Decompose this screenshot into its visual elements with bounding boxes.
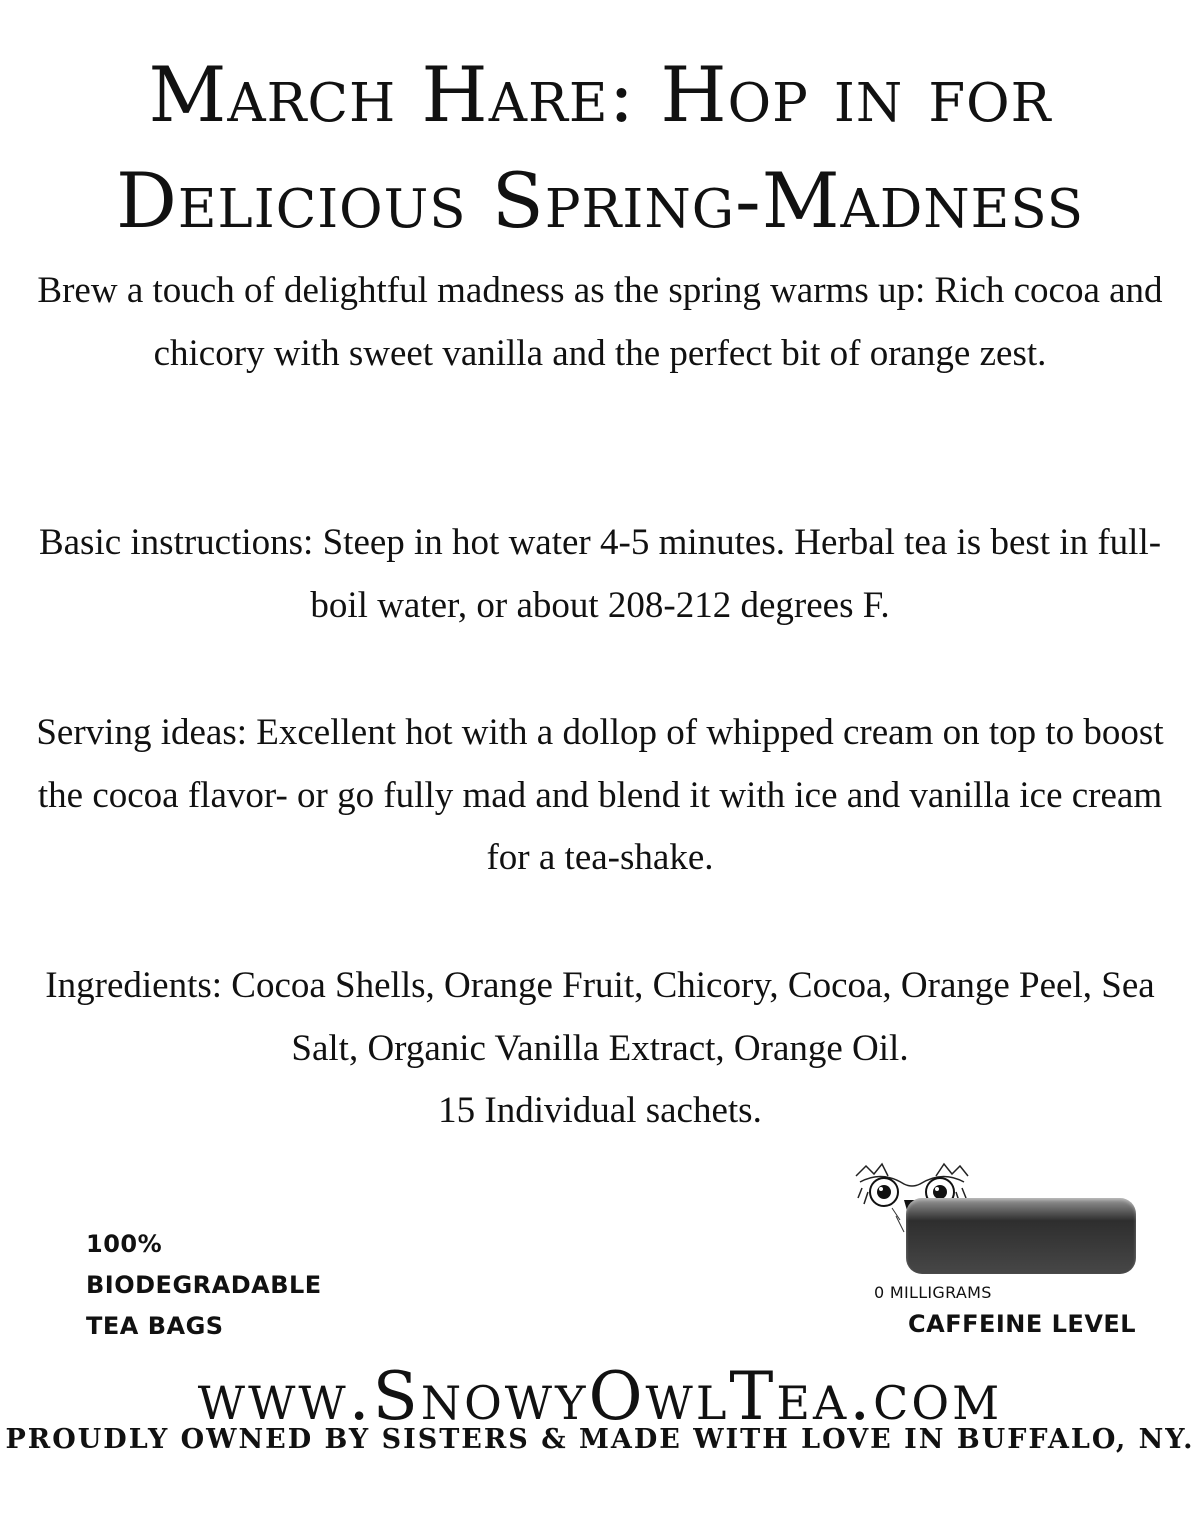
biodegradable-line-3: TEA BAGS: [86, 1312, 224, 1340]
product-title-line-1: March Hare: Hop in for: [148, 50, 1052, 139]
description-paragraph: Brew a touch of delightful madness as the spring warms up: Rich cocoa and chicory with sweet vanilla and the perfect bit of orange zest.: [37, 270, 1163, 374]
biodegradable-line-2: BIODEGRADABLE: [86, 1271, 322, 1299]
tagline: PROUDLY OWNED BY SISTERS & MADE WITH LOVE IN BUFFALO, NY.: [5, 1424, 1195, 1455]
product-title-line-2: Delicious Spring-Madness: [115, 156, 1085, 245]
sachet-count: 15 Individual sachets.: [438, 1090, 762, 1131]
website-url: www.SnowyOwlTea.com: [197, 1358, 1003, 1435]
caffeine-level-bar: [906, 1198, 1136, 1274]
biodegradable-note: [86, 1224, 386, 1347]
instructions-paragraph: Basic instructions: Steep in hot water 4-5 minutes. Herbal tea is best in full-boil water, or about 208-212 degrees F.: [38, 522, 1162, 626]
caffeine-amount: 0 MILLIGRAMS: [874, 1283, 992, 1302]
caffeine-level-label: CAFFEINE LEVEL: [908, 1310, 1137, 1338]
serving-ideas-paragraph: Serving ideas: Excellent hot with a dollop of whipped cream on top to boost the cocoa flavor- or go fully mad and blend it with ice and vanilla ice cream for a tea-shake.: [36, 712, 1164, 878]
ingredients-list: Ingredients: Cocoa Shells, Orange Fruit, Chicory, Cocoa, Orange Peel, Sea Salt, Organic Vanilla Extract, Orange Oil.: [45, 965, 1155, 1069]
product-title: [0, 42, 1200, 254]
ingredients-paragraph: [30, 955, 1170, 1143]
biodegradable-line-1: 100%: [86, 1230, 163, 1258]
